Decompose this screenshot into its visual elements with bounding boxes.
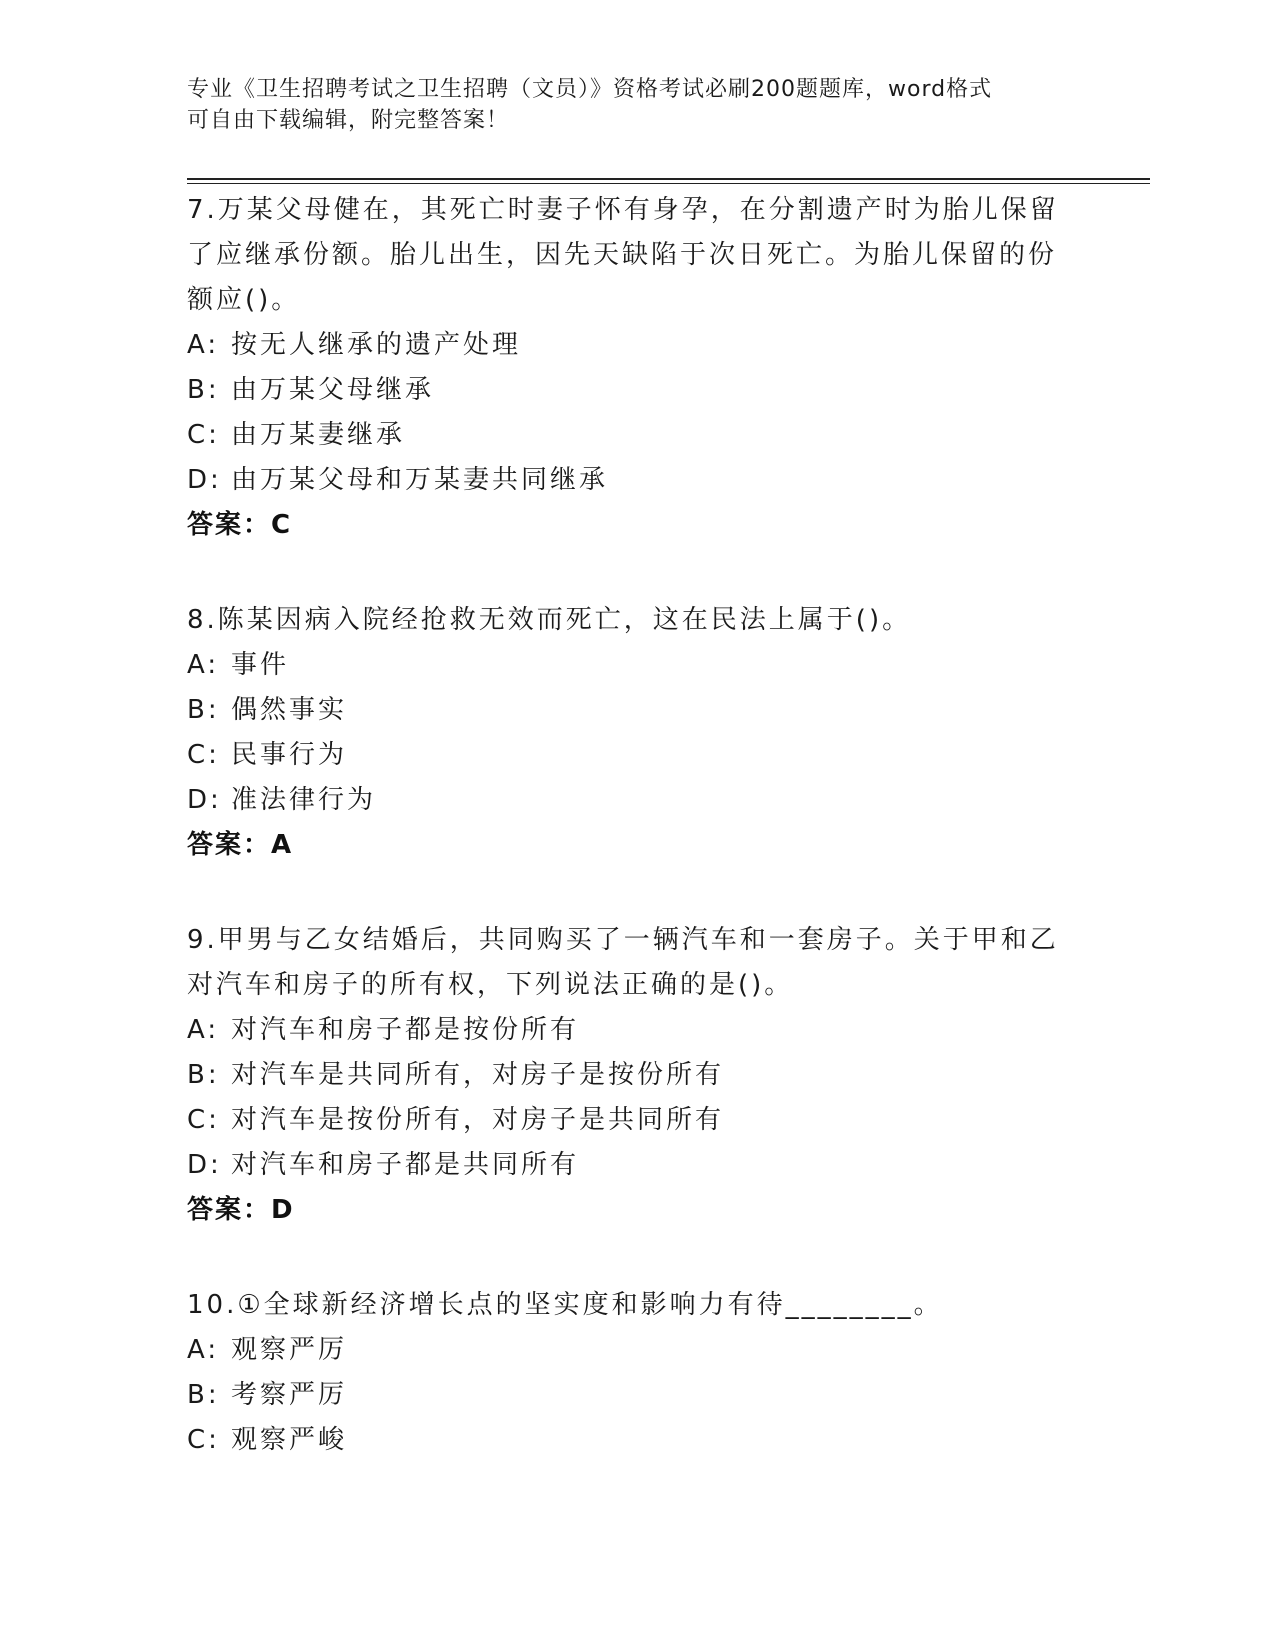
question-stem-line: 了应继承份额。胎儿出生，因先天缺陷于次日死亡。为胎儿保留的份 <box>187 240 1058 270</box>
option-text: 考察严厉 <box>231 1380 348 1410</box>
option-text: 对汽车是共同所有，对房子是按份所有 <box>231 1060 725 1090</box>
header-title-line-1: 专业《卫生招聘考试之卫生招聘（文员）》资格考试必刷200题题库，word格式 <box>187 77 993 102</box>
option-b <box>187 1053 1087 1098</box>
option-text: 由万某父母继承 <box>231 375 435 405</box>
option-a <box>187 643 1087 688</box>
option-d <box>187 1143 1087 1188</box>
question-stem-line: 9.甲男与乙女结婚后，共同购买了一辆汽车和一套房子。关于甲和乙 <box>187 925 1059 955</box>
question-stem-line: 10.①全球新经济增长点的坚实度和影响力有待________。 <box>187 1290 943 1320</box>
option-c <box>187 733 1087 778</box>
option-key: D: <box>187 785 222 815</box>
option-key: C: <box>187 740 220 770</box>
question-10 <box>187 1283 1087 1463</box>
option-d <box>187 458 1087 503</box>
question-stem <box>187 918 1087 1008</box>
option-text: 观察严厉 <box>231 1335 348 1365</box>
question-stem-line: 额应()。 <box>187 285 301 315</box>
option-key: C: <box>187 1425 220 1455</box>
header-title-line-2: 可自由下载编辑，附完整答案！ <box>187 108 510 133</box>
option-key: D: <box>187 1150 222 1180</box>
option-key: A: <box>187 1015 220 1045</box>
option-text: 准法律行为 <box>231 785 377 815</box>
option-key: D: <box>187 465 222 495</box>
option-text: 由万某妻继承 <box>231 420 406 450</box>
option-key: B: <box>187 1060 220 1090</box>
question-7 <box>187 188 1087 548</box>
answer-label: 答案：A <box>187 830 294 860</box>
option-b <box>187 688 1087 733</box>
option-a <box>187 1328 1087 1373</box>
option-key: C: <box>187 420 220 450</box>
option-a <box>187 323 1087 368</box>
option-key: A: <box>187 650 220 680</box>
option-text: 对汽车和房子都是按份所有 <box>231 1015 580 1045</box>
option-text: 偶然事实 <box>231 695 348 725</box>
header-divider-thin <box>187 183 1150 184</box>
option-a <box>187 1008 1087 1053</box>
option-text: 按无人继承的遗产处理 <box>231 330 522 360</box>
question-stem <box>187 598 1087 643</box>
document-header <box>187 74 1077 136</box>
question-stem-line: 对汽车和房子的所有权，下列说法正确的是()。 <box>187 970 794 1000</box>
option-text: 由万某父母和万某妻共同继承 <box>231 465 609 495</box>
option-c <box>187 413 1087 458</box>
option-text: 民事行为 <box>231 740 348 770</box>
question-stem-line: 8.陈某因病入院经抢救无效而死亡，这在民法上属于()。 <box>187 605 912 635</box>
question-stem <box>187 188 1087 323</box>
header-divider-thick <box>187 178 1150 180</box>
option-text: 对汽车是按份所有，对房子是共同所有 <box>231 1105 725 1135</box>
option-b <box>187 1373 1087 1418</box>
question-8 <box>187 598 1087 868</box>
answer-label: 答案：C <box>187 510 293 540</box>
option-key: A: <box>187 1335 220 1365</box>
option-text: 观察严峻 <box>231 1425 348 1455</box>
option-c <box>187 1098 1087 1143</box>
question-stem-line: 7.万某父母健在，其死亡时妻子怀有身孕，在分割遗产时为胎儿保留 <box>187 195 1059 225</box>
question-list <box>187 188 1087 1513</box>
option-key: B: <box>187 695 220 725</box>
option-key: C: <box>187 1105 220 1135</box>
option-c <box>187 1418 1087 1463</box>
option-d <box>187 778 1087 823</box>
option-b <box>187 368 1087 413</box>
option-text: 事件 <box>231 650 290 680</box>
option-key: B: <box>187 375 220 405</box>
option-text: 对汽车和房子都是共同所有 <box>231 1150 580 1180</box>
option-key: B: <box>187 1380 220 1410</box>
question-9 <box>187 918 1087 1233</box>
question-stem <box>187 1283 1087 1328</box>
answer-label: 答案：D <box>187 1195 295 1225</box>
option-key: A: <box>187 330 220 360</box>
